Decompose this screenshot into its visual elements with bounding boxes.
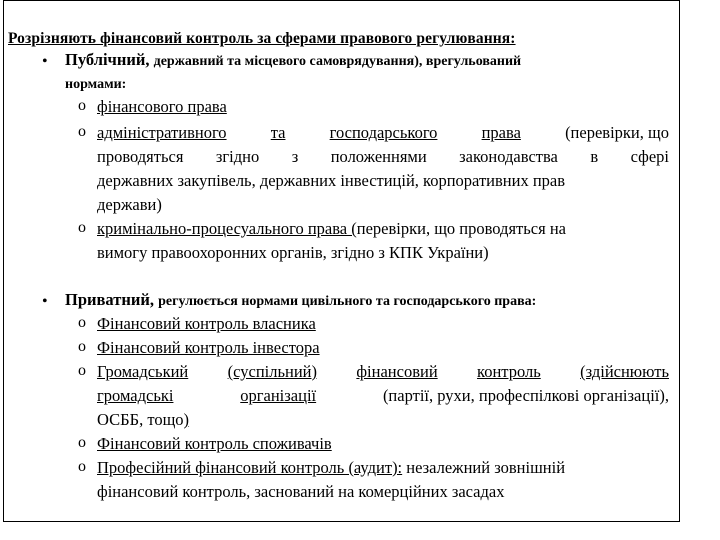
marker-private-4: o	[78, 434, 86, 451]
public-item-admin-line4: держави)	[97, 195, 162, 214]
law-text: права	[481, 123, 521, 142]
public-item-criminal-line1	[97, 219, 566, 239]
public-item-criminal-line2: вимогу правоохоронних органів, згідно з КПК України)	[97, 243, 489, 262]
financial-word-text: фінансовий	[356, 362, 438, 381]
public-line1	[65, 50, 670, 70]
private-item-audit-line2: фінансовий контроль, заснований на комерційних засадах	[97, 482, 505, 501]
criminal-desc-text: перевірки, що проводяться на	[356, 219, 566, 238]
closing-paren-text: )	[183, 410, 190, 429]
bullet-public: •	[42, 53, 48, 70]
private-item-owner: Фінансовий контроль власника	[97, 314, 316, 333]
commercial-law-text: господарського	[329, 123, 438, 142]
private-item-consumers: Фінансовий контроль споживачів	[97, 434, 332, 453]
private-item-public-line3	[97, 410, 189, 430]
private-item-public-line1	[97, 362, 669, 382]
private-item-audit-line1	[97, 458, 565, 478]
public-desc-1: державний та місцевого самоврядування), врегульований	[153, 54, 522, 69]
private-title: Приватний,	[65, 290, 155, 309]
marker-public-3: o	[78, 219, 86, 236]
marker-private-2: o	[78, 338, 86, 355]
public-item-admin-line1	[97, 123, 669, 143]
admin-law-text: адміністративного	[97, 123, 227, 142]
private-line1	[65, 290, 536, 310]
private-item-public-line2	[97, 386, 669, 406]
marker-private-1: o	[78, 314, 86, 331]
public-word-text: Громадський	[97, 362, 189, 381]
audit-text: Професійний фінансовий контроль (аудит):	[97, 458, 403, 477]
criminal-law-text: кримінально-процесуального права (	[97, 219, 357, 238]
bullet-private: •	[42, 293, 48, 310]
parties-text: (партії, рухи, професпілкові організації),	[382, 386, 669, 405]
public-item-admin-line3: державних закупівель, державних інвестицій, корпоративних прав	[97, 171, 566, 190]
marker-public-1: o	[78, 97, 86, 114]
inspections-text: (перевірки, що	[565, 123, 669, 142]
organizations-word-text: організації	[240, 386, 317, 405]
public-title: Публічний,	[65, 50, 150, 69]
marker-public-2: o	[78, 123, 86, 140]
social-word-text: (суспільний)	[227, 362, 317, 381]
private-item-investor: Фінансовий контроль інвестора	[97, 338, 320, 357]
public-item-admin-line2: проводяться згідно з положеннями законодавства в сфері	[97, 147, 669, 166]
private-desc: регулюється нормами цивільного та господарського права:	[158, 294, 537, 309]
marker-private-3: o	[78, 362, 86, 379]
independent-external-text: незалежний зовнішній	[402, 458, 566, 477]
marker-private-5: o	[78, 458, 86, 475]
performed-word-text: (здійснюють	[580, 362, 669, 381]
osbb-text: ОСББ, тощо	[97, 410, 184, 429]
page-heading: Розрізняють фінансовий контроль за сферами правового регулювання:	[8, 30, 516, 47]
public-desc-2: нормами:	[65, 77, 127, 92]
and-text: та	[270, 123, 286, 142]
control-word-text: контроль	[477, 362, 541, 381]
public-item-financial-law: фінансового права	[97, 97, 227, 116]
public-orgs-word-text: громадські	[97, 386, 174, 405]
